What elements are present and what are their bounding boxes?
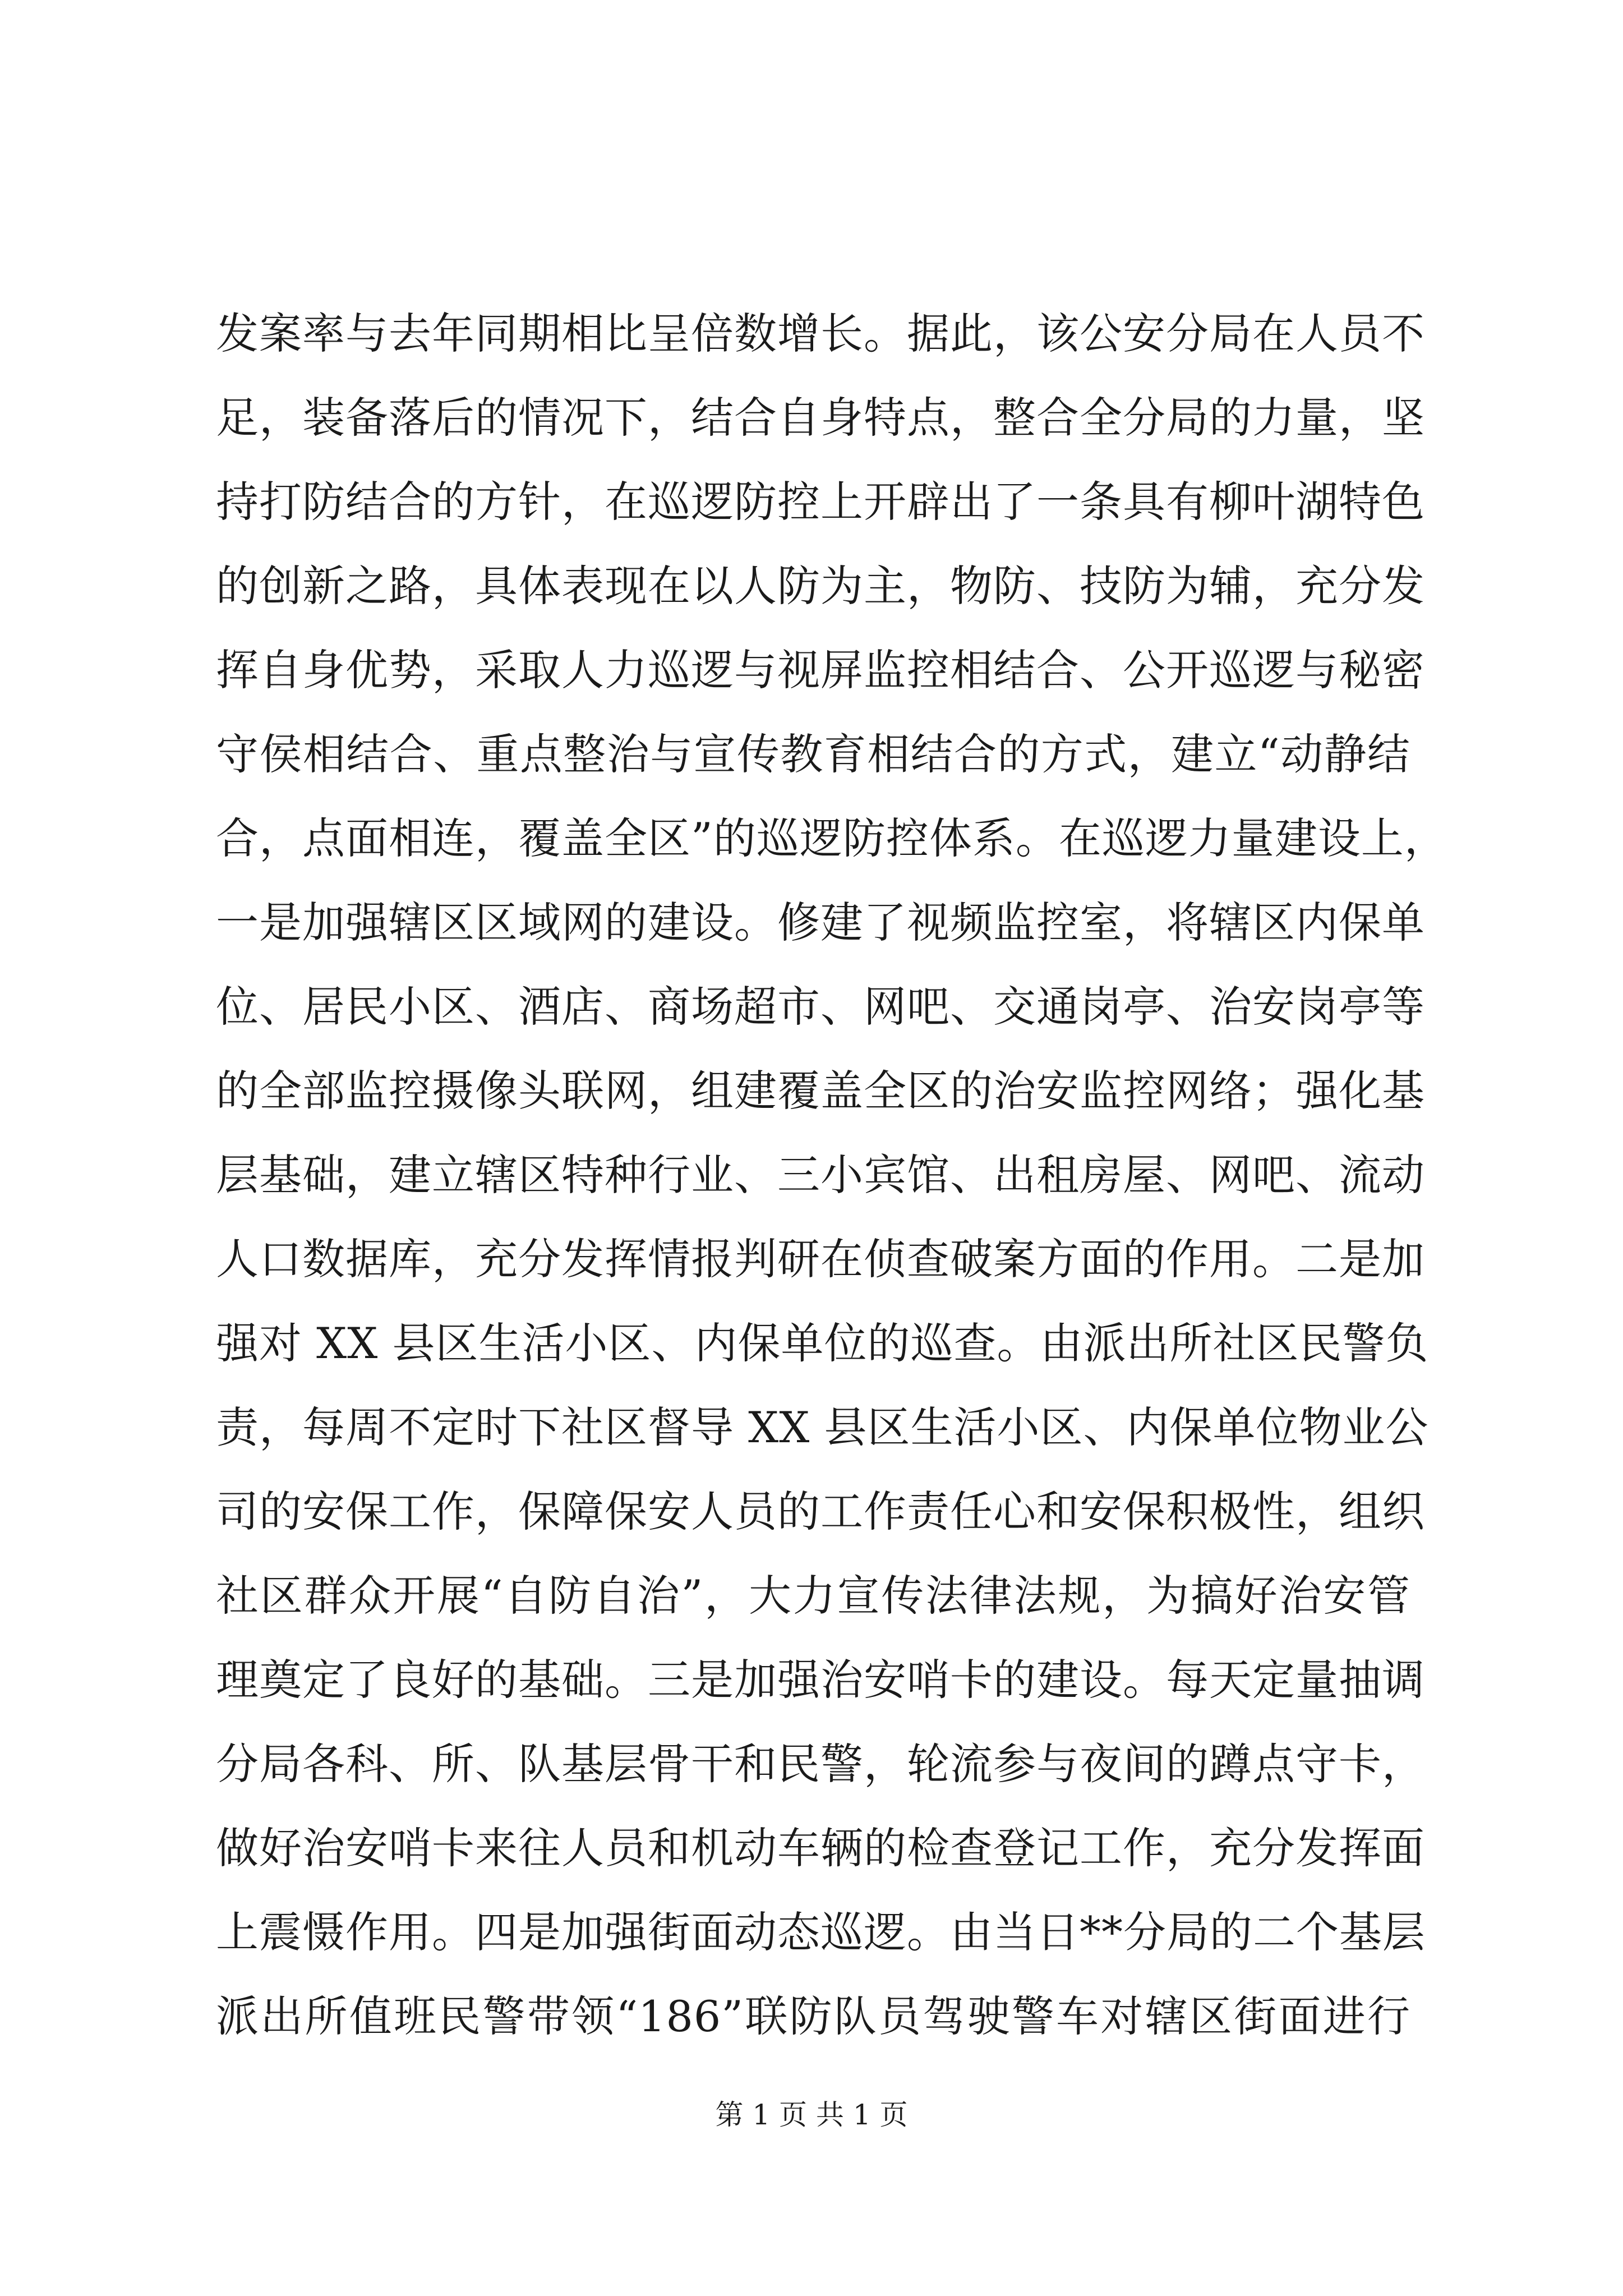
text-line: 理奠定了良好的基础。三是加强治安哨卡的建设。每天定量抽调 [216, 1655, 1425, 1705]
text-line: 强对 XX 县区生活小区、内保单位的巡查。由派出所社区民警负 [216, 1318, 1429, 1368]
text-line: 责，每周不定时下社区督导 XX 县区生活小区、内保单位物业公 [216, 1402, 1429, 1452]
text-line: 司的安保工作，保障保安人员的工作责任心和安保积极性，组织 [216, 1487, 1425, 1536]
text-line: 一是加强辖区区域网的建设。修建了视频监控室，将辖区内保单 [216, 898, 1425, 947]
text-line: 上震慑作用。四是加强街面动态巡逻。由当日**分局的二个基层 [216, 1907, 1426, 1957]
text-line: 足，装备落后的情况下，结合自身特点，整合全分局的力量，坚 [216, 393, 1425, 443]
text-line: 守侯相结合、重点整治与宣传教育相结合的方式，建立“动静结 [216, 729, 1410, 779]
text-line: 发案率与去年同期相比呈倍数增长。据此，该公安分局在人员不 [216, 309, 1425, 358]
text-line: 位、居民小区、酒店、商场超市、网吧、交通岗亭、治安岗亭等 [216, 982, 1425, 1032]
text-line: 人口数据库，充分发挥情报判研在侦查破案方面的作用。二是加 [216, 1234, 1425, 1284]
text-line: 做好治安哨卡来往人员和机动车辆的检查登记工作，充分发挥面 [216, 1823, 1425, 1873]
page-footer: 第 1 页 共 1 页 [715, 2099, 908, 2131]
text-line: 合，点面相连，覆盖全区”的巡逻防控体系。在巡逻力量建设上， [216, 813, 1447, 863]
text-line: 层基础，建立辖区特种行业、三小宾馆、出租房屋、网吧、流动 [216, 1150, 1425, 1200]
text-line: 的创新之路，具体表现在以人防为主，物防、技防为辅，充分发 [216, 561, 1425, 611]
text-line: 持打防结合的方针，在巡逻防控上开辟出了一条具有柳叶湖特色 [216, 477, 1425, 527]
text-line: 挥自身优势，采取人力巡逻与视屏监控相结合、公开巡逻与秘密 [216, 645, 1425, 695]
text-line: 的全部监控摄像头联网，组建覆盖全区的治安监控网络；强化基 [216, 1066, 1425, 1116]
text-line: 分局各科、所、队基层骨干和民警，轮流参与夜间的蹲点守卡， [216, 1739, 1425, 1789]
text-line: 派出所值班民警带领“186”联防队员驾驶警车对辖区街面进行 [216, 1991, 1410, 2041]
text-line: 社区群众开展“自防自治”，大力宣传法律法规，为搞好治安管 [216, 1571, 1410, 1621]
body-text [216, 292, 1447, 2059]
